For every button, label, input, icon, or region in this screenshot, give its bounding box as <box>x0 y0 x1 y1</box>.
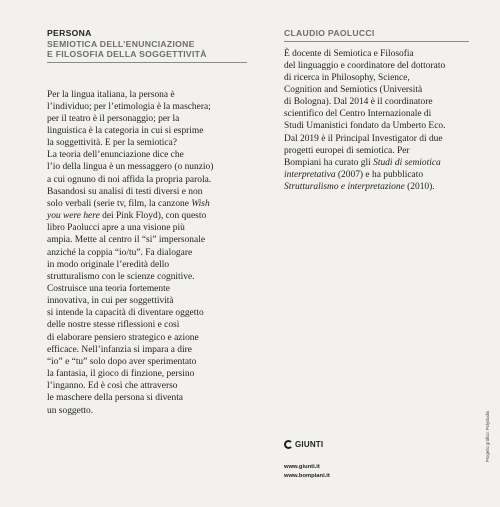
description-text: solo verbali (serie tv, film, la canzone <box>47 198 192 209</box>
bio-line: Studi Umanistici fondato da Umberto Eco. <box>284 121 446 132</box>
publisher-urls <box>284 463 330 480</box>
book-title-italic: Studi di semiotica <box>373 157 441 168</box>
bio-line: È docente di Semiotica e Filosofia <box>284 48 414 59</box>
author-divider <box>284 41 469 42</box>
book-description <box>47 89 247 417</box>
description-line: la fantasia, il gioco di finzione, persino <box>47 369 195 380</box>
description-line: un soggetto. <box>47 405 94 416</box>
bio-text: Bompiani ha curato gli <box>284 157 374 168</box>
description-line: per il teatro è il personaggio; per la <box>47 113 180 124</box>
book-subtitle-line-1: SEMIOTICA DELL’ENUNCIAZIONE <box>47 38 195 49</box>
giunti-logo <box>284 440 323 449</box>
bio-line: Dal 2019 è il Principal Investigator di due <box>284 133 443 144</box>
book-title: PERSONA <box>47 28 92 38</box>
giunti-logo-icon <box>284 440 293 449</box>
description-line: Per la lingua italiana, la persona è <box>47 89 175 100</box>
description-line: strutturalismo con le scienze cognitive. <box>47 271 195 282</box>
graphic-design-credit: Progetto grafico: Polystudio <box>485 410 490 462</box>
bio-text: (2007) e ha pubblicato <box>335 170 424 181</box>
description-line <box>47 198 247 210</box>
book-description-column <box>47 28 247 417</box>
bio-line: progetti europei di semiotica. Per <box>284 145 410 156</box>
bio-line: di Bologna). Dal 2014 è il coordinatore <box>284 97 433 108</box>
song-title-italic: you were here <box>47 211 100 222</box>
author-name: CLAUDIO PAOLUCCI <box>284 28 375 38</box>
description-line: libro Paolucci apre a una visione più <box>47 223 185 234</box>
description-line: anziché la coppia “io/tu”. Fa dialogare <box>47 247 193 258</box>
description-line: la soggettività. E per la semiotica? <box>47 138 177 149</box>
book-title-italic: Strutturalismo e interpretazione <box>284 182 405 193</box>
description-line: di elaborare pensiero strategico e azione <box>47 332 199 343</box>
description-text: dei Pink Floyd), con questo <box>99 211 207 222</box>
description-line: Basandosi su analisi di testi diversi e non <box>47 186 203 197</box>
description-line: delle nostre stesse riflessioni e così <box>47 320 180 331</box>
bio-line: Cognition and Semiotics (Università <box>284 84 423 95</box>
bio-line <box>284 169 474 181</box>
author-bio-column <box>284 28 474 193</box>
bio-line <box>284 181 474 193</box>
giunti-logo-text: GIUNTI <box>295 440 324 449</box>
song-title-italic: Wish <box>191 198 210 209</box>
bio-text: (2010). <box>404 182 435 193</box>
description-line: le maschere della persona si diventa <box>47 393 184 404</box>
description-line: a cui ognuno di noi affida la propria parola. <box>47 174 212 185</box>
title-divider <box>47 62 247 63</box>
bio-line: del linguaggio e coordinatore del dottorato <box>284 60 446 71</box>
bio-line: scientifico del Centro Internazionale di <box>284 109 432 120</box>
description-line: efficace. Nell’infanzia si impara a dire <box>47 344 192 355</box>
description-line: Costruisce una teoria fortemente <box>47 284 170 294</box>
description-line: La teoria dell’enunciazione dice che <box>47 150 184 161</box>
bio-line <box>284 157 474 169</box>
description-line: in modo originale l’eredità dello <box>47 259 170 270</box>
book-title-italic: interpretativa <box>284 170 336 181</box>
bio-line: di ricerca in Philosophy, Science, <box>284 72 410 83</box>
description-line: l’individuo; per l’etimologia è la maschera; <box>47 101 211 112</box>
giunti-url[interactable]: www.giunti.it <box>284 464 320 470</box>
description-line: l’inganno. Ed è così che attraverso <box>47 381 178 392</box>
description-line: “io” e “tu” solo dopo aver sperimentato <box>47 356 197 367</box>
book-subtitle-line-2: E FILOSOFIA DELLA SOGGETTIVITÀ <box>47 49 207 59</box>
author-bio <box>284 48 474 194</box>
description-line: linguistica è la categoria in cui si esprime <box>47 125 204 136</box>
description-line: l’io della lingua è un messaggero (o nunzio) <box>47 162 214 173</box>
description-line <box>47 210 247 222</box>
description-line: innovativa, in cui per soggettività <box>47 296 174 307</box>
description-line: si intende la capacità di diventare oggetto <box>47 308 204 319</box>
description-line: ampia. Mette al centro il “si” impersonale <box>47 235 206 246</box>
bompiani-url[interactable]: www.bompiani.it <box>284 472 330 479</box>
